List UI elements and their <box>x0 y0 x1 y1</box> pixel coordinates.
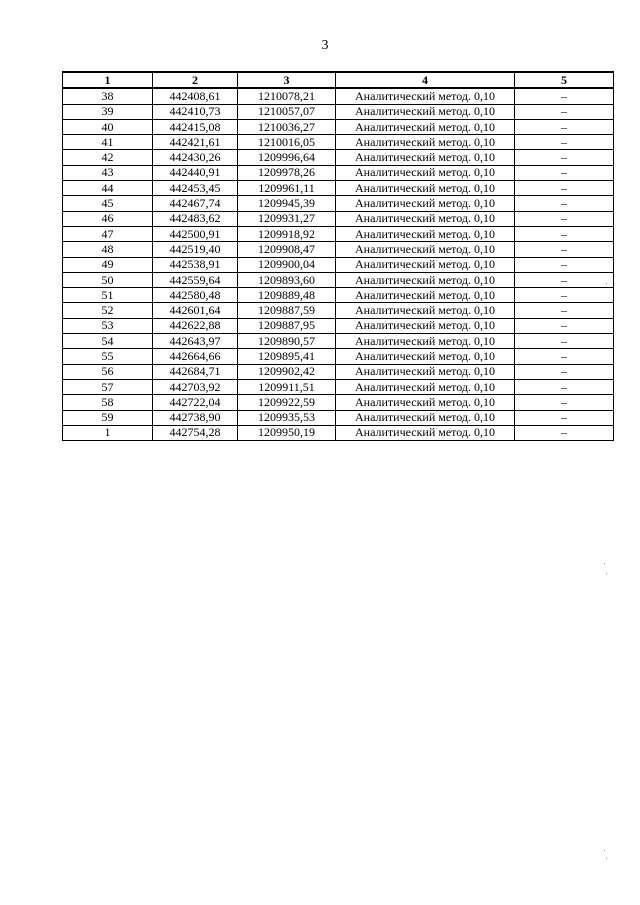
cell-x-coordinate: 442601,64 <box>153 303 238 318</box>
page-number: 3 <box>321 38 329 53</box>
cell-point-number: 54 <box>63 334 153 349</box>
cell-x-coordinate: 442664,66 <box>153 349 238 364</box>
table-row <box>63 288 614 303</box>
cell-point-number: 43 <box>63 165 153 180</box>
cell-point-number: 44 <box>63 181 153 196</box>
cell-description: – <box>515 364 614 379</box>
scan-speck <box>606 283 607 284</box>
cell-point-number: 55 <box>63 349 153 364</box>
cell-x-coordinate: 442754,28 <box>153 425 238 440</box>
cell-y-coordinate: 1210078,21 <box>238 88 336 104</box>
table-row <box>63 257 614 272</box>
table-row <box>63 379 614 394</box>
cell-description: – <box>515 349 614 364</box>
table-body <box>63 88 614 440</box>
table-row <box>63 104 614 119</box>
cell-y-coordinate: 1209950,19 <box>238 425 336 440</box>
table-row <box>63 196 614 211</box>
cell-x-coordinate: 442559,64 <box>153 272 238 287</box>
cell-method-accuracy: Аналитический метод. 0,10 <box>336 165 515 180</box>
table-row <box>63 272 614 287</box>
cell-y-coordinate: 1209908,47 <box>238 242 336 257</box>
cell-method-accuracy: Аналитический метод. 0,10 <box>336 334 515 349</box>
cell-description: – <box>515 226 614 241</box>
cell-y-coordinate: 1209931,27 <box>238 211 336 226</box>
cell-point-number: 45 <box>63 196 153 211</box>
cell-method-accuracy: Аналитический метод. 0,10 <box>336 395 515 410</box>
cell-x-coordinate: 442410,73 <box>153 104 238 119</box>
cell-point-number: 52 <box>63 303 153 318</box>
table-row <box>63 165 614 180</box>
cell-y-coordinate: 1209935,53 <box>238 410 336 425</box>
cell-method-accuracy: Аналитический метод. 0,10 <box>336 119 515 134</box>
cell-method-accuracy: Аналитический метод. 0,10 <box>336 379 515 394</box>
cell-point-number: 56 <box>63 364 153 379</box>
cell-y-coordinate: 1209996,64 <box>238 150 336 165</box>
cell-description: – <box>515 242 614 257</box>
cell-method-accuracy: Аналитический метод. 0,10 <box>336 410 515 425</box>
header-cell-point-number: 1 <box>63 72 153 88</box>
cell-point-number: 1 <box>63 425 153 440</box>
cell-description: – <box>515 119 614 134</box>
cell-x-coordinate: 442738,90 <box>153 410 238 425</box>
cell-point-number: 42 <box>63 150 153 165</box>
cell-method-accuracy: Аналитический метод. 0,10 <box>336 88 515 104</box>
cell-point-number: 46 <box>63 211 153 226</box>
cell-x-coordinate: 442703,92 <box>153 379 238 394</box>
table-row <box>63 364 614 379</box>
cell-x-coordinate: 442421,61 <box>153 135 238 150</box>
cell-x-coordinate: 442500,91 <box>153 226 238 241</box>
table-row <box>63 395 614 410</box>
table-row <box>63 88 614 104</box>
cell-point-number: 50 <box>63 272 153 287</box>
cell-method-accuracy: Аналитический метод. 0,10 <box>336 196 515 211</box>
cell-method-accuracy: Аналитический метод. 0,10 <box>336 257 515 272</box>
header-cell-method: 4 <box>336 72 515 88</box>
header-row <box>63 72 614 88</box>
cell-description: – <box>515 379 614 394</box>
cell-point-number: 38 <box>63 88 153 104</box>
scan-speck <box>604 563 605 564</box>
table-header <box>63 72 614 88</box>
cell-point-number: 39 <box>63 104 153 119</box>
table-row <box>63 181 614 196</box>
cell-description: – <box>515 88 614 104</box>
cell-method-accuracy: Аналитический метод. 0,10 <box>336 181 515 196</box>
table-row <box>63 349 614 364</box>
cell-x-coordinate: 442643,97 <box>153 334 238 349</box>
cell-y-coordinate: 1209978,26 <box>238 165 336 180</box>
header-cell-y: 3 <box>238 72 336 88</box>
table-row <box>63 135 614 150</box>
table-row <box>63 318 614 333</box>
cell-point-number: 47 <box>63 226 153 241</box>
cell-x-coordinate: 442722,04 <box>153 395 238 410</box>
cell-description: – <box>515 272 614 287</box>
cell-method-accuracy: Аналитический метод. 0,10 <box>336 150 515 165</box>
cell-x-coordinate: 442430,26 <box>153 150 238 165</box>
cell-y-coordinate: 1209911,51 <box>238 379 336 394</box>
cell-point-number: 57 <box>63 379 153 394</box>
cell-description: – <box>515 410 614 425</box>
cell-x-coordinate: 442415,08 <box>153 119 238 134</box>
table-row <box>63 150 614 165</box>
cell-point-number: 58 <box>63 395 153 410</box>
cell-x-coordinate: 442483,62 <box>153 211 238 226</box>
cell-method-accuracy: Аналитический метод. 0,10 <box>336 303 515 318</box>
table-row <box>63 303 614 318</box>
scan-speck <box>606 573 607 574</box>
cell-description: – <box>515 135 614 150</box>
cell-description: – <box>515 303 614 318</box>
cell-description: – <box>515 318 614 333</box>
cell-x-coordinate: 442408,61 <box>153 88 238 104</box>
cell-x-coordinate: 442538,91 <box>153 257 238 272</box>
cell-y-coordinate: 1209918,92 <box>238 226 336 241</box>
cell-method-accuracy: Аналитический метод. 0,10 <box>336 349 515 364</box>
cell-point-number: 51 <box>63 288 153 303</box>
cell-description: – <box>515 104 614 119</box>
cell-x-coordinate: 442467,74 <box>153 196 238 211</box>
cell-y-coordinate: 1210036,27 <box>238 119 336 134</box>
cell-method-accuracy: Аналитический метод. 0,10 <box>336 272 515 287</box>
cell-point-number: 53 <box>63 318 153 333</box>
cell-method-accuracy: Аналитический метод. 0,10 <box>336 135 515 150</box>
cell-method-accuracy: Аналитический метод. 0,10 <box>336 425 515 440</box>
cell-description: – <box>515 395 614 410</box>
cell-y-coordinate: 1210057,07 <box>238 104 336 119</box>
cell-y-coordinate: 1209889,48 <box>238 288 336 303</box>
cell-y-coordinate: 1209890,57 <box>238 334 336 349</box>
cell-y-coordinate: 1209900,04 <box>238 257 336 272</box>
cell-method-accuracy: Аналитический метод. 0,10 <box>336 242 515 257</box>
table-row <box>63 410 614 425</box>
cell-method-accuracy: Аналитический метод. 0,10 <box>336 104 515 119</box>
cell-description: – <box>515 288 614 303</box>
cell-point-number: 48 <box>63 242 153 257</box>
scan-speck <box>604 850 605 851</box>
cell-x-coordinate: 442580,48 <box>153 288 238 303</box>
cell-description: – <box>515 165 614 180</box>
cell-x-coordinate: 442519,40 <box>153 242 238 257</box>
table-row <box>63 211 614 226</box>
cell-method-accuracy: Аналитический метод. 0,10 <box>336 318 515 333</box>
cell-y-coordinate: 1210016,05 <box>238 135 336 150</box>
cell-description: – <box>515 334 614 349</box>
cell-description: – <box>515 150 614 165</box>
cell-method-accuracy: Аналитический метод. 0,10 <box>336 364 515 379</box>
cell-method-accuracy: Аналитический метод. 0,10 <box>336 211 515 226</box>
table-row <box>63 334 614 349</box>
coordinates-table <box>62 71 614 441</box>
cell-y-coordinate: 1209893,60 <box>238 272 336 287</box>
cell-description: – <box>515 196 614 211</box>
scan-speck <box>606 858 607 859</box>
cell-description: – <box>515 211 614 226</box>
header-cell-x: 2 <box>153 72 238 88</box>
cell-x-coordinate: 442622,88 <box>153 318 238 333</box>
table-row <box>63 119 614 134</box>
cell-y-coordinate: 1209887,59 <box>238 303 336 318</box>
cell-y-coordinate: 1209887,95 <box>238 318 336 333</box>
table-row <box>63 226 614 241</box>
cell-point-number: 49 <box>63 257 153 272</box>
cell-y-coordinate: 1209922,59 <box>238 395 336 410</box>
cell-y-coordinate: 1209902,42 <box>238 364 336 379</box>
cell-x-coordinate: 442684,71 <box>153 364 238 379</box>
cell-description: – <box>515 425 614 440</box>
cell-method-accuracy: Аналитический метод. 0,10 <box>336 226 515 241</box>
table-row <box>63 425 614 440</box>
cell-y-coordinate: 1209945,39 <box>238 196 336 211</box>
cell-x-coordinate: 442440,91 <box>153 165 238 180</box>
cell-point-number: 41 <box>63 135 153 150</box>
header-cell-description: 5 <box>515 72 614 88</box>
cell-description: – <box>515 257 614 272</box>
cell-point-number: 40 <box>63 119 153 134</box>
table-row <box>63 242 614 257</box>
cell-description: – <box>515 181 614 196</box>
cell-y-coordinate: 1209895,41 <box>238 349 336 364</box>
cell-point-number: 59 <box>63 410 153 425</box>
cell-method-accuracy: Аналитический метод. 0,10 <box>336 288 515 303</box>
cell-x-coordinate: 442453,45 <box>153 181 238 196</box>
cell-y-coordinate: 1209961,11 <box>238 181 336 196</box>
